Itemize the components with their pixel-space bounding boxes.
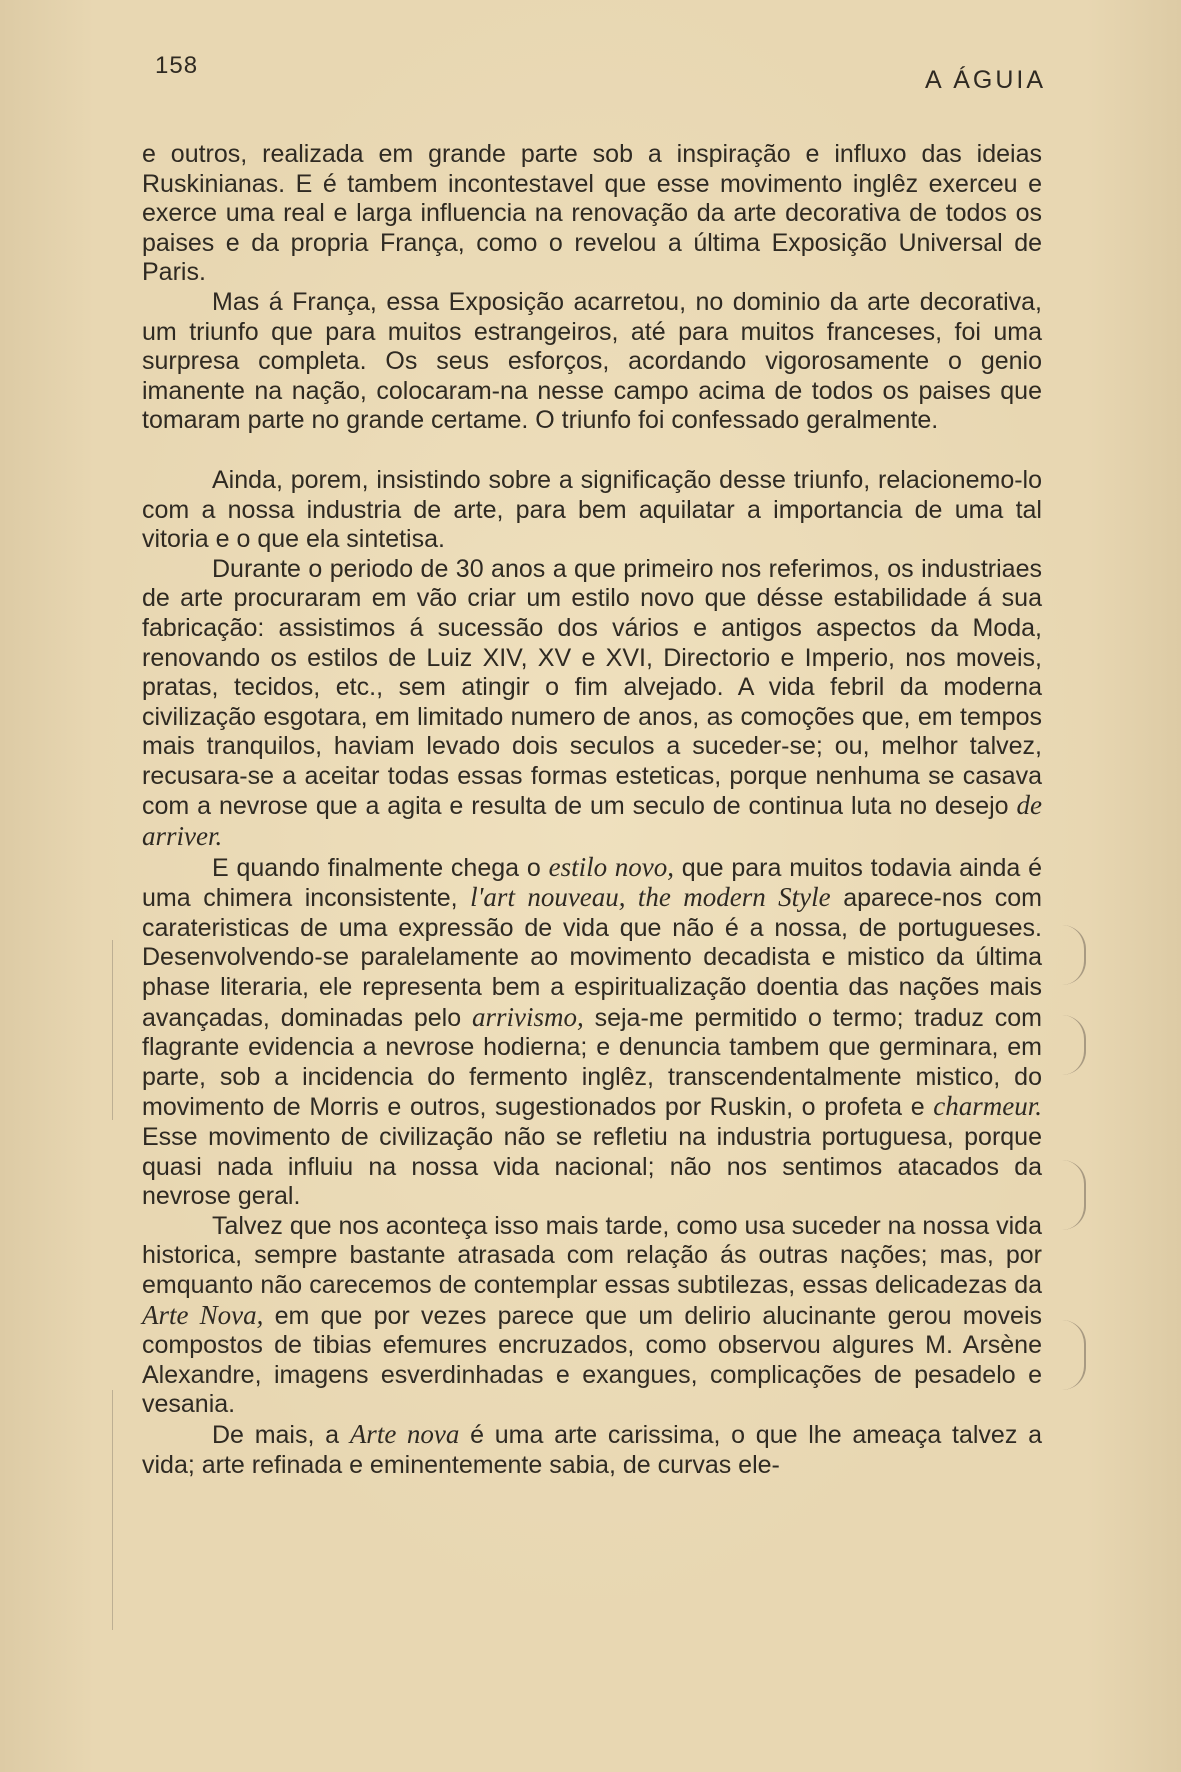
paragraph: [142, 466, 1042, 555]
paragraph: [142, 288, 1042, 436]
paragraph: [142, 1212, 1042, 1420]
text-run: Mas á França, essa Exposição acarretou, no dominio da arte decorativa, um triunfo que para muitos estrangeiros, até para muitos franceses, foi uma surpresa completa. Os seus esforços, acordando vigorosamente o genio imanente na nação, colocaram-na nesse campo acima de todos os paises que tomaram parte no grande certame. O triunfo foi confessado geralmente.: [142, 287, 1042, 435]
text-run: seja-me permitido o termo; traduz com flagrante evidencia a nevrose hodierna; e denuncia tambem que germinara, em parte, sob a incidencia do fermento inglêz, transcendentalmente mistico, do movimento de Morris e outros, sugestionados por Ruskin, o profeta e: [142, 1003, 1042, 1122]
italic-text: charmeur.: [933, 1091, 1042, 1122]
body-text: [142, 140, 1042, 1480]
margin-bracket-mark: [1062, 1160, 1086, 1230]
running-title: A ÁGUIA: [924, 66, 1046, 94]
italic-text: l'art nouveau, the modern Style: [470, 882, 831, 913]
text-run: Talvez que nos aconteça isso mais tarde, como usa suceder na nossa vida historica, sempre bastante atrasada com relação ás outras nações; mas, por emquanto não carecemos de contemplar essas subtilezas, essas delicadezas da: [142, 1211, 1042, 1299]
text-run: Esse movimento de civilização não se refletiu na industria portuguesa, porque quasi nada influiu na nossa vida nacional; não nos sentimos atacados da nevrose geral.: [142, 1123, 1042, 1211]
text-run: e outros, realizada em grande parte sob a inspiração e influxo das ideias Ruskinianas. E é tambem incontestavel que esse movimento inglêz exerceu e exerce uma real e larga influencia na renovação da arte decorativa de todos os paises e da propria França, como o revelou a última Exposição Universal de Paris.: [142, 140, 1042, 287]
margin-pencil-line: [112, 1390, 113, 1630]
margin-pencil-line: [112, 940, 113, 1120]
italic-text: estilo novo,: [548, 851, 674, 882]
paragraph: [142, 853, 1042, 1212]
text-run: Durante o periodo de 30 anos a que primeiro nos referimos, os industriaes de arte procuraram em vão criar um estilo novo que désse estabilidade á sua fabricação: assistimos á sucessão dos vários e antigos aspectos da Moda, renovando os estilos de Luiz XIV, XV e XVI, Directorio e Imperio, nos moveis, pratas, tecidos, etc., sem atingir o fim alvejado. A vida febril da moderna civilização esgotara, em limitado numero de anos, as comoções que, em tempos mais tranquilos, haviam levado dois seculos a suceder-se; ou, melhor talvez, recusara-se a aceitar todas essas formas esteticas, porque nenhuma se casava com a nevrose que a agita e resulta de um seculo de continua luta no desejo: [142, 554, 1042, 821]
italic-text: Arte Nova,: [142, 1299, 264, 1330]
text-run: que para muitos todavia ainda é uma chimera inconsistente,: [142, 853, 1042, 913]
text-run: é uma arte carissima, o que lhe ameaça talvez a vida; arte refinada e eminentemente sabia, de curvas ele-: [142, 1420, 1042, 1479]
paragraph: [142, 1420, 1042, 1480]
text-run: Ainda, porem, insistindo sobre a significação desse triunfo, relacionemo-lo com a nossa industria de arte, para bem aquilatar a importancia de uma tal vitoria e o que ela sintetisa.: [142, 465, 1042, 554]
text-run: em que por vezes parece que um delirio alucinante gerou moveis compostos de tibias efemures encruzados, como observou algures M. Arsène Alexandre, imagens esverdinhadas e exangues, complicações de pesadelo e vesania.: [142, 1301, 1042, 1419]
margin-bracket-mark: [1062, 925, 1086, 985]
italic-text: arrivismo,: [471, 1001, 584, 1032]
paragraph: [142, 140, 1042, 288]
page-number: 158: [155, 52, 199, 79]
italic-text: de arriver.: [142, 790, 1042, 852]
italic-text: Arte nova: [349, 1418, 460, 1449]
text-run: De mais, a: [212, 1420, 350, 1449]
text-run: E quando finalmente chega o: [212, 853, 549, 882]
margin-bracket-mark: [1062, 1320, 1086, 1390]
text-run: aparece-nos com carateristicas de uma expressão de vida que não é a nossa, de portugueses. Desenvolvendo-se paralelamente ao movimento decadista e mistico da última phase literaria, ele representa bem a espiritualização doentia das nações mais avançadas, dominadas pelo: [142, 884, 1042, 1032]
paragraph: [142, 555, 1042, 853]
margin-bracket-mark: [1062, 1015, 1086, 1075]
